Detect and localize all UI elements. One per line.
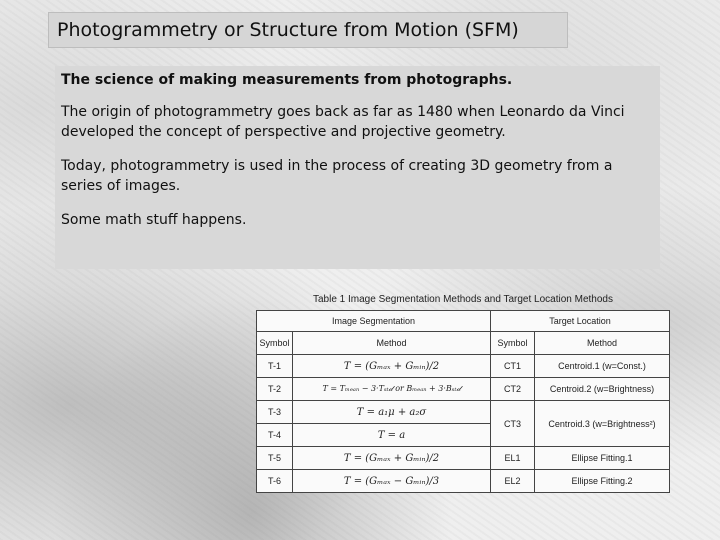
cell-loc-symbol: CT2 — [491, 378, 535, 401]
table-row — [257, 470, 670, 493]
column-header-method: Method — [293, 332, 491, 355]
title-box — [48, 12, 568, 48]
paragraph-origin: The origin of photogrammetry goes back as far as 1480 when Leonardo da Vinci developed the concept of perspective and projective geometry. — [61, 104, 625, 140]
cell-loc-symbol: CT1 — [491, 355, 535, 378]
cell-loc-symbol: EL2 — [491, 470, 535, 493]
cell-seg-symbol: T-2 — [257, 378, 293, 401]
cell-seg-symbol: T-4 — [257, 424, 293, 447]
cell-loc-method: Ellipse Fitting.2 — [535, 470, 670, 493]
methods-table-figure — [256, 290, 670, 510]
paragraph-today: Today, photogrammetry is used in the process of creating 3D geometry from a series of images. — [61, 158, 613, 194]
cell-seg-method: T = a — [293, 424, 491, 447]
table-row — [257, 447, 670, 470]
cell-loc-method: Ellipse Fitting.1 — [535, 447, 670, 470]
cell-seg-method: T = (Gₘₐₓ + Gₘᵢₙ)/2 — [293, 447, 491, 470]
paragraph-math: Some math stuff happens. — [61, 212, 247, 228]
cell-loc-method: Centroid.2 (w=Brightness) — [535, 378, 670, 401]
cell-seg-symbol: T-5 — [257, 447, 293, 470]
cell-seg-method: T = Tₘₑₐₙ − 3·Tₛₜ𝒹 or Bₘₑₐₙ + 3·Bₛₜ𝒹 — [293, 378, 491, 401]
column-header-symbol: Symbol — [257, 332, 293, 355]
table-group-header-row — [257, 311, 670, 332]
cell-loc-method: Centroid.1 (w=Const.) — [535, 355, 670, 378]
cell-loc-symbol: EL1 — [491, 447, 535, 470]
methods-table — [256, 310, 670, 493]
cell-loc-method: Centroid.3 (w=Brightness²) — [535, 401, 670, 447]
group-header-segmentation: Image Segmentation — [257, 311, 491, 332]
cell-seg-method: T = (Gₘₐₓ − Gₘᵢₙ)/3 — [293, 470, 491, 493]
column-header-symbol: Symbol — [491, 332, 535, 355]
table-caption: Table 1 Image Segmentation Methods and Target Location Methods — [312, 294, 613, 305]
cell-seg-symbol: T-3 — [257, 401, 293, 424]
cell-seg-symbol: T-1 — [257, 355, 293, 378]
content-box — [55, 66, 660, 269]
table-column-header-row — [257, 332, 670, 355]
cell-seg-symbol: T-6 — [257, 470, 293, 493]
table-row — [257, 401, 670, 424]
cell-loc-symbol: CT3 — [491, 401, 535, 447]
slide-title: Photogrammetry or Structure from Motion (SFM) — [57, 19, 519, 41]
column-header-method: Method — [535, 332, 670, 355]
table-row — [257, 378, 670, 401]
paragraph-definition: The science of making measurements from photographs. — [61, 72, 513, 88]
cell-seg-method: T = (Gₘₐₓ + Gₘᵢₙ)/2 — [293, 355, 491, 378]
group-header-target-location: Target Location — [491, 311, 670, 332]
cell-seg-method: T = a₁μ + a₂σ — [293, 401, 491, 424]
table-row — [257, 355, 670, 378]
